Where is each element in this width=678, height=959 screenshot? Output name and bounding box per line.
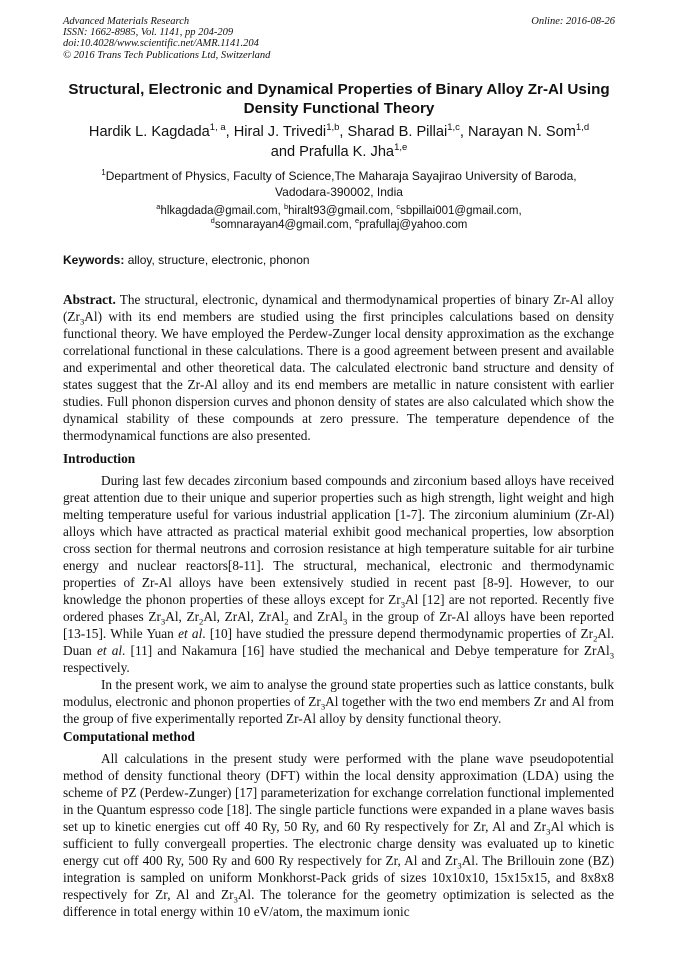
abstract-label: Abstract. (63, 292, 116, 307)
paper-title: Structural, Electronic and Dynamical Properties of Binary Alloy Zr-Al Using Density Functional Theory (68, 81, 610, 117)
subscript: 3 (79, 316, 85, 327)
email-link[interactable]: hiralt93@gmail.com (288, 205, 390, 217)
email-list: $^a$hlkagdada@gmail.com, $^b$hiralt93@gmail.com, $^c$sbpillai001@gmail.com, $^d$somnarayan4@gmail.com, $^e$prafullaj@yahoo.com (156, 202, 522, 231)
abstract-text: Al) with its end members are studied using the first principles calculations based on density functional theory. We have employed the Perdew-Zunger local density approximation as the exchange correlational functional in these calculations. There is a good agreement between present and available and experimental and other theoretical data. The calculated electronic band structure and density of states suggest that the Zr-Al alloy and its end members are metallic in nature consistent with earlier studies. Full phonon dispersion curves and phonon density of states are also calculated which show the dynamical stability of these compounds at zero pressure. The temperature dependence of the thermodynamical functions are also presented. (63, 309, 614, 443)
email-marker: a (156, 202, 161, 212)
email-marker: c (396, 202, 401, 212)
keywords (63, 253, 310, 267)
paragraph: In the present work, we aim to analyse the ground state properties such as lattice constants, bulk modulus, electronic and phonon properties of $Zr_3Al$ together with the two end members Zr and Al from the group of five experimentally reported Zr-Al alloy by density functional theory. (63, 677, 614, 726)
author-name: Hardik L. Kagdada (88, 124, 210, 140)
email-marker: e (354, 216, 360, 226)
author-name: Narayan N. Som (468, 124, 576, 140)
abstract-text: The structural, electronic, dynamical and thermodynamical properties of binary Zr-Al alloy (Zr (63, 292, 614, 324)
author-name: Prafulla K. Jha (299, 144, 395, 160)
email-link[interactable]: somnarayan4@gmail.com (214, 219, 349, 231)
keywords-text: alloy, structure, electronic, phonon (127, 253, 310, 267)
section-heading-introduction: Introduction (63, 451, 136, 466)
affiliation-line: Vadodara-390002, India (275, 185, 403, 199)
email-marker: b (284, 202, 289, 212)
email-link[interactable]: prafullaj@yahoo.com (359, 219, 468, 231)
author-name: Sharad B. Pillai (347, 124, 448, 140)
author-marker: 1,e (394, 142, 408, 154)
abstract (63, 291, 614, 444)
email-link[interactable]: hlkagdada@gmail.com (160, 205, 278, 217)
paragraph: During last few decades zirconium based compounds and zirconium based alloys have received great attention due to their unique and superior properties such as high strength, light weight and high melting temperature useful for various industrial application [1-7]. The zirconium aluminium (Zr-Al) alloys which have attracted as practical material exhibit good mechanical properties, low absorption cross section for thermal neutrons and corrosion resistance at high temperature suitable for air turbine energy and nuclear reactors[8-11]. The structural, mechanical, electronic and thermodynamic properties of Zr-Al alloys have been extensively studied in recent past [8-9]. However, to our knowledge the phonon properties of these alloys except for $Zr_3Al$ [12] are not reported. Recently five ordered phases $Zr_3Al$, $Zr_2Al$, ZrAl, ZrAl$_2$ and ZrAl$_3$ in the group of Zr-Al alloys have been reported [13-15]. While Yuan et al. [10] have studied the pressure depend thermodynamic properties of $Zr_2Al$. Duan et al. [11] and Nakamura [16] have studied the mechanical and Debye temperature for ZrAl$_3$ respectively. (63, 473, 615, 675)
author-marker: 1,d (575, 122, 590, 134)
email-link[interactable]: sbpillai001@gmail.com (400, 205, 519, 217)
doi: doi:10.4028/www.scientific.net/AMR.1141.204 (63, 38, 259, 50)
journal-header (63, 16, 270, 61)
author-name: Hiral J. Trivedi (233, 124, 327, 140)
computational-body (63, 750, 614, 920)
journal-name: Advanced Materials Research (63, 16, 190, 27)
introduction-body (63, 472, 614, 727)
email-marker: d (210, 216, 215, 226)
author-marker: 1,c (447, 122, 460, 134)
author-marker: 1, a (209, 122, 226, 134)
author-list: Hardik L. Kagdada$^{1, a}$, Hiral J. Trivedi$^{1,b}$, Sharad B. Pillai$^{1,c}$, Narayan N. Som$^{1,d}$ and Prafulla K. Jha$^{1,e}$ (88, 122, 590, 160)
online-date: Online: 2016-08-26 (531, 16, 615, 27)
keywords-label: Keywords: (63, 253, 125, 267)
paragraph: All calculations in the present study were performed with the plane wave pseudopotential method of density functional theory (DFT) within the local density approximation (LDA) using the scheme of PZ (Perdew-Zunger) [17] parameterization for exchange correlation functional implemented in the Quantum espresso code [18]. The single particle functions were expanded in a plane waves basis set up to kinetic energies cut off 40 Ry, 50 Ry, and 60 Ry respectively for Zr, Al and $Zr_3Al$ which is sufficient to fully convergeall properties. The electronic charge density was evaluated up to kinetic energy cut off 400 Ry, 500 Ry and 600 Ry respectively for Zr, Al and $Zr_3Al$. The Brillouin zone (BZ) integration is sampled on uniform Monkhorst-Pack grids of sizes 10x10x10, 15x15x15, and 8x8x8 respectively for Zr, Al and $Zr_3Al$. The tolerance for the geometry optimization is selected as the difference in total energy within 10 eV/atom, the maximum ionic (63, 751, 615, 919)
affiliation (70, 168, 608, 200)
section-heading-computational: Computational method (63, 729, 195, 744)
issn: ISSN: 1662-8985, Vol. 1141, pp 204-209 (63, 27, 234, 39)
copyright: © 2016 Trans Tech Publications Ltd, Switzerland (63, 49, 271, 61)
affiliation-line: Department of Physics, Faculty of Science,The Maharaja Sayajirao University of Baroda, (105, 169, 577, 183)
affiliation-marker: 1 (101, 168, 106, 177)
author-marker: 1,b (326, 122, 340, 134)
